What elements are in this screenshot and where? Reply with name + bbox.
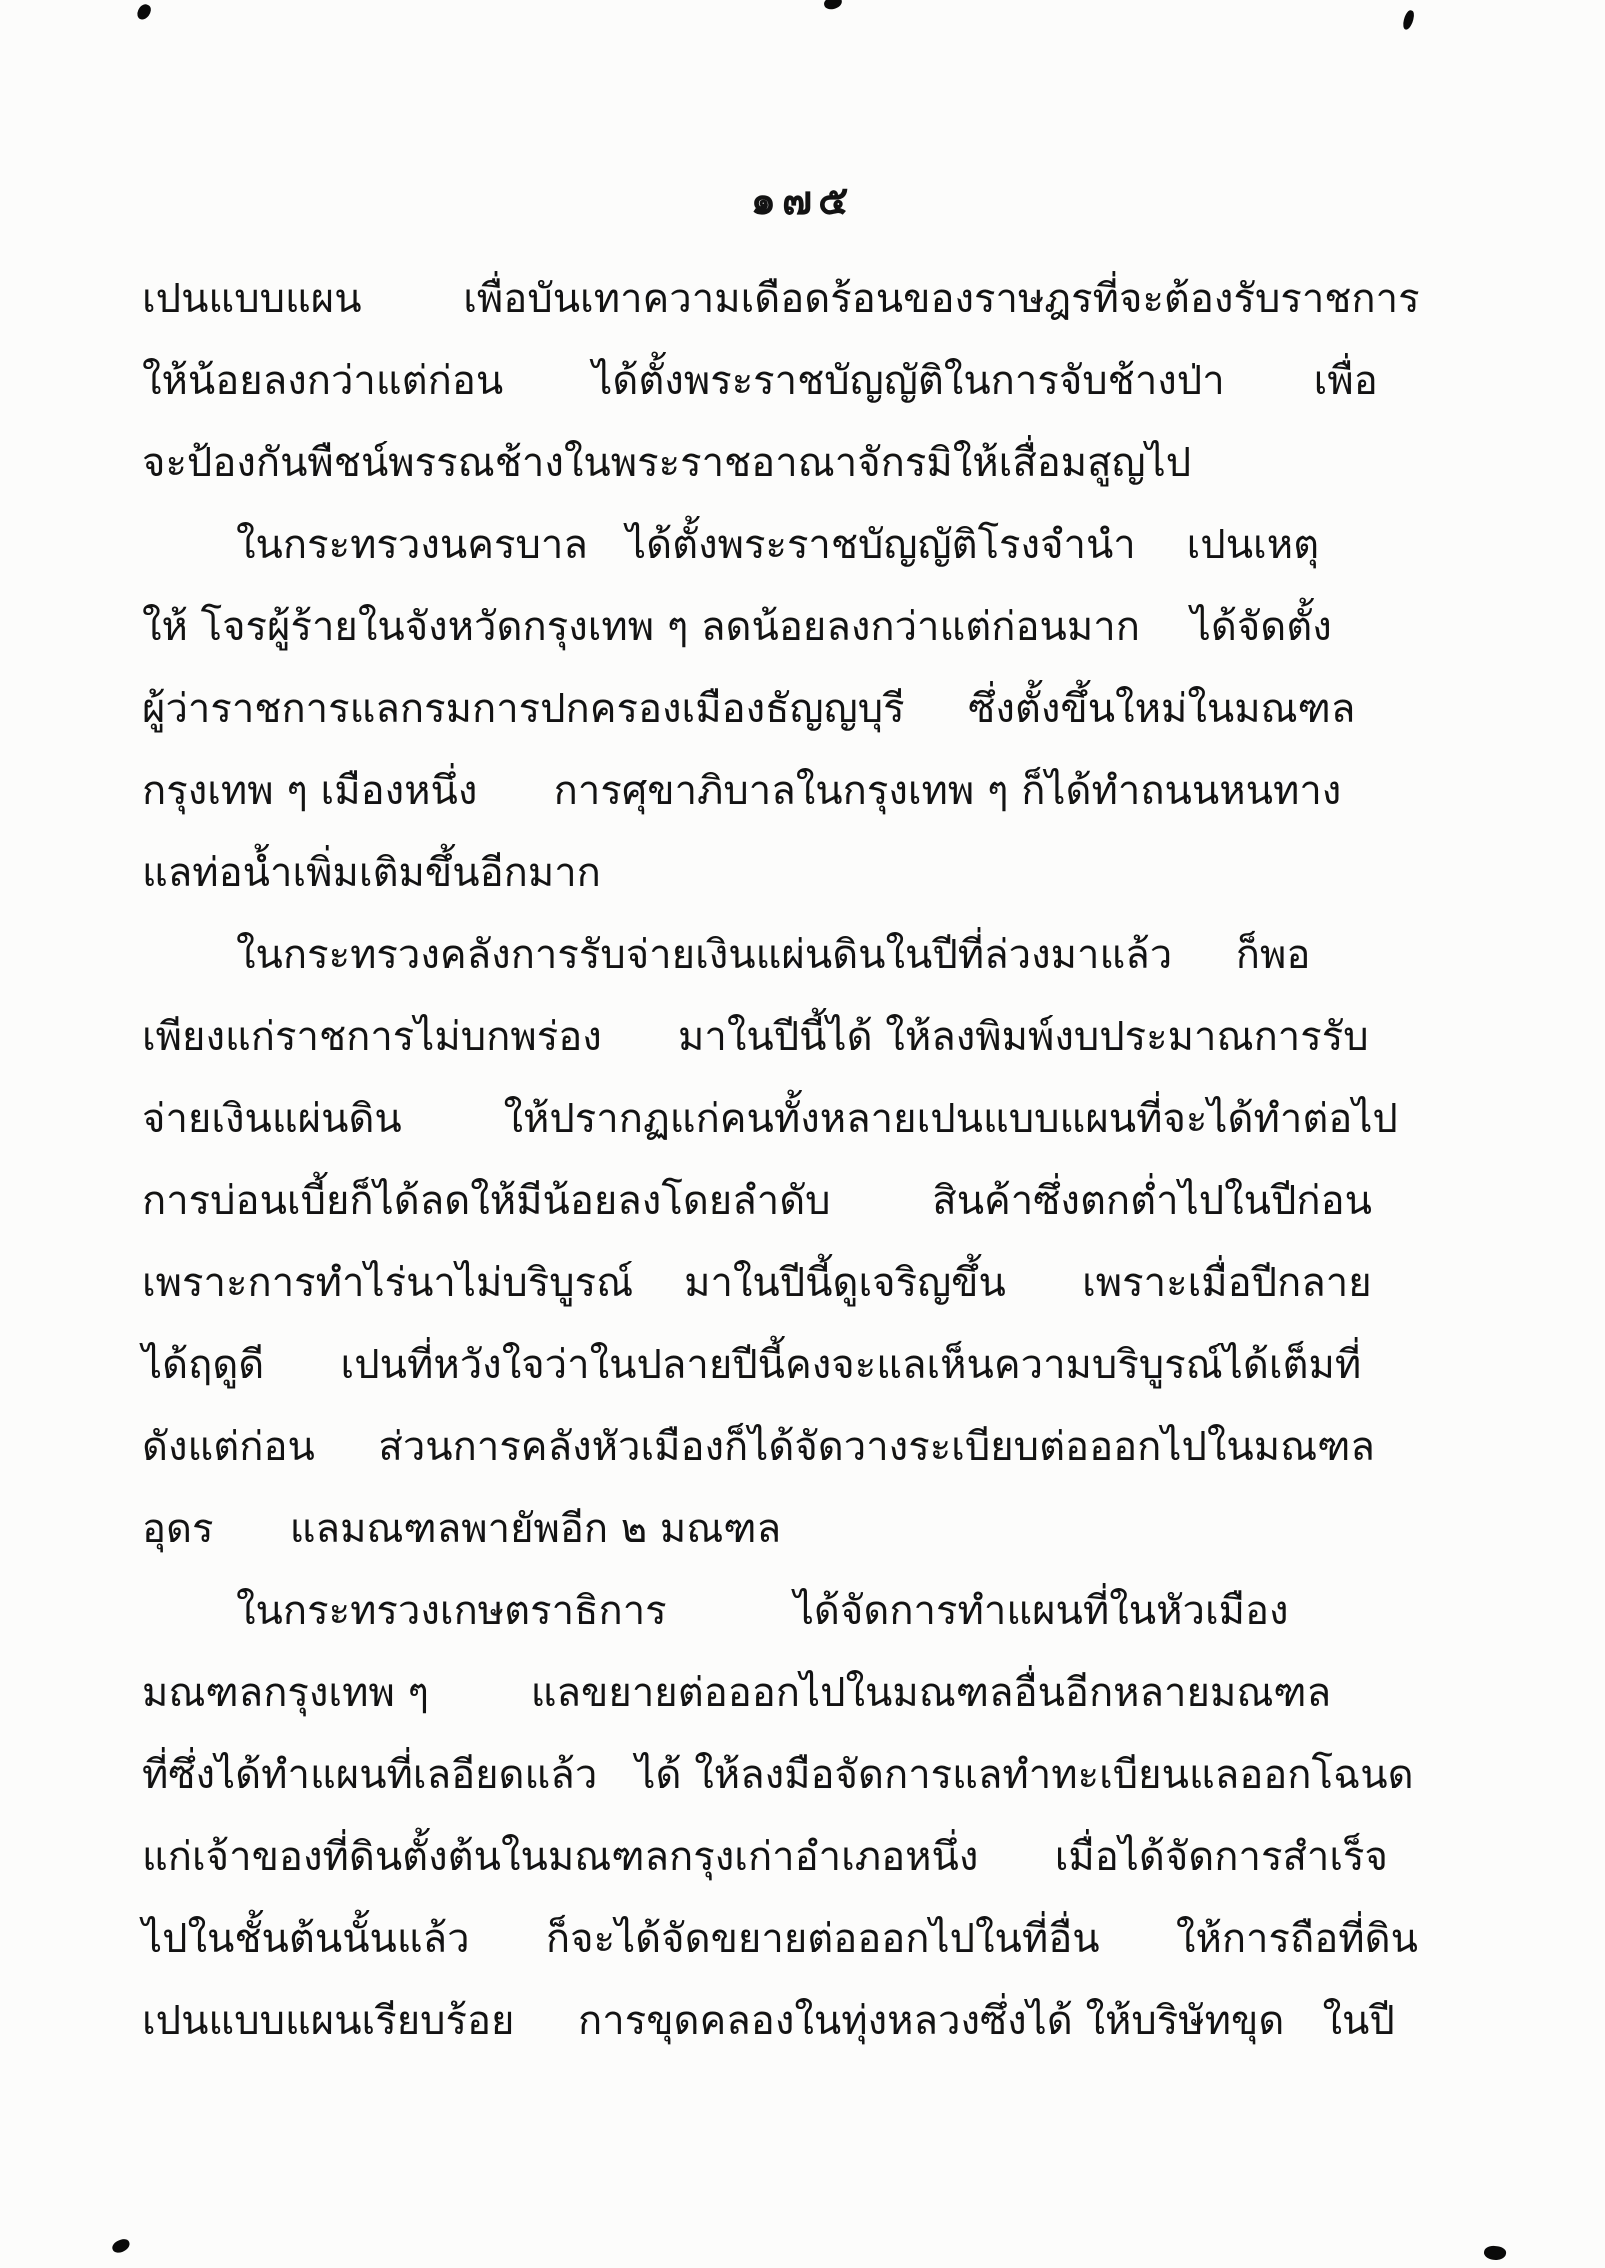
text-line: ไปในชั้นต้นนั้นแล้ว ก็จะได้จัดขยายต่อออกไปในที่อื่น ให้การถือที่ดิน xyxy=(142,1916,1418,1962)
text-line: แลท่อน้ำเพิ่มเติมขึ้นอีกมาก xyxy=(142,850,601,896)
page-number: ๑๗๕ xyxy=(750,178,855,224)
text-line: ได้ฤดูดี เปนที่หวังใจว่าในปลายปีนี้คงจะแลเห็นความบริบูรณ์ได้เต็มที่ xyxy=(142,1342,1362,1388)
document-body xyxy=(142,258,1477,2062)
text-line: อุดร แลมณฑลพายัพอีก ๒ มณฑล xyxy=(142,1506,782,1552)
scan-artifact xyxy=(823,0,843,10)
text-line: เพราะการทำไร่นาไม่บริบูรณ์ มาในปีนี้ดูเจริญขึ้น เพราะเมื่อปีกลาย xyxy=(142,1260,1372,1306)
text-line: จ่ายเงินแผ่นดิน ให้ปรากฏแก่คนทั้งหลายเปนแบบแผนที่จะได้ทำต่อไป xyxy=(142,1096,1398,1142)
text-line: ให้ โจรผู้ร้ายในจังหวัดกรุงเทพ ๆ ลดน้อยลงกว่าแต่ก่อนมาก ได้จัดตั้ง xyxy=(142,604,1332,650)
text-line: ดังแต่ก่อน ส่วนการคลังหัวเมืองก็ได้จัดวางระเบียบต่อออกไปในมณฑล xyxy=(142,1424,1375,1470)
text-line: ในกระทรวงคลังการรับจ่ายเงินแผ่นดินในปีที่ล่วงมาแล้ว ก็พอ xyxy=(236,932,1311,978)
text-line: เปนแบบแผนเรียบร้อย การขุดคลองในทุ่งหลวงซึ่งได้ ให้บริษัทขุด ในปี xyxy=(142,1998,1395,2044)
text-line: การบ่อนเบี้ยก็ได้ลดให้มีน้อยลงโดยลำดับ สินค้าซึ่งตกต่ำไปในปีก่อน xyxy=(142,1178,1372,1224)
text-line: ที่ซึ่งได้ทำแผนที่เลอียดแล้ว ได้ ให้ลงมือจัดการแลทำทะเบียนแลออกโฉนด xyxy=(142,1752,1414,1798)
text-line: จะป้องกันพืชน์พรรณช้างในพระราชอาณาจักรมิให้เสื่อมสูญไป xyxy=(142,440,1192,486)
scan-artifact xyxy=(135,2,153,22)
text-line: ให้น้อยลงกว่าแต่ก่อน ได้ตั้งพระราชบัญญัติในการจับช้างป่า เพื่อ xyxy=(142,358,1378,404)
text-line: มณฑลกรุงเทพ ๆ แลขยายต่อออกไปในมณฑลอื่นอีกหลายมณฑล xyxy=(142,1670,1332,1716)
text-line: ผู้ว่าราชการแลกรมการปกครองเมืองธัญญบุรี ซึ่งตั้งขึ้นใหม่ในมณฑล xyxy=(142,686,1356,732)
text-line: ในกระทรวงนครบาล ได้ตั้งพระราชบัญญัติโรงจำนำ เปนเหตุ xyxy=(236,522,1320,568)
scan-artifact xyxy=(110,2237,131,2254)
text-line: เพียงแก่ราชการไม่บกพร่อง มาในปีนี้ได้ ให้ลงพิมพ์งบประมาณการรับ xyxy=(142,1014,1369,1060)
text-line: แก่เจ้าของที่ดินตั้งต้นในมณฑลกรุงเก่าอำเภอหนึ่ง เมื่อได้จัดการสำเร็จ xyxy=(142,1834,1388,1880)
scan-artifact xyxy=(1402,9,1416,31)
text-line: ในกระทรวงเกษตราธิการ ได้จัดการทำแผนที่ในหัวเมือง xyxy=(236,1588,1289,1634)
text-line: กรุงเทพ ๆ เมืองหนึ่ง การศุขาภิบาลในกรุงเทพ ๆ ก็ได้ทำถนนหนทาง xyxy=(142,768,1342,814)
text-line: เปนแบบแผน เพื่อบันเทาความเดือดร้อนของราษฎรที่จะต้องรับราชการ xyxy=(142,276,1420,322)
scan-artifact xyxy=(1483,2245,1507,2262)
